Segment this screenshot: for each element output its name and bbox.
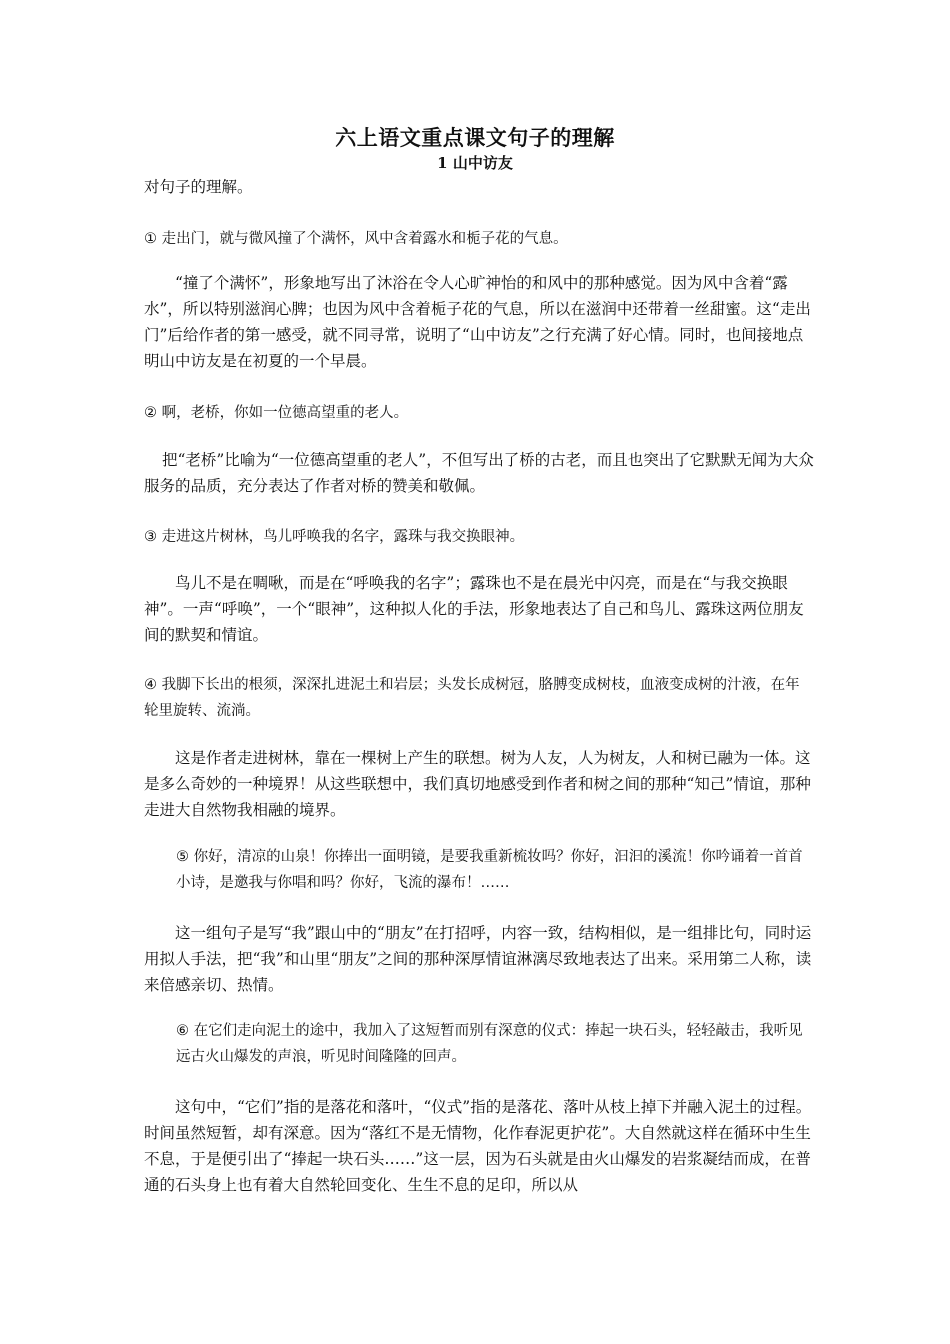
explanation-6: 这句中，“它们”指的是落花和落叶，“仪式”指的是落花、落叶从枝上掉下并融入泥土的过程。时间虽然短暂，却有深意。因为“落红不是无情物，化作春泥更护花”。大自然就这样在循环中生生不息，于是便引出了“捧起一块石头……”这一层，因为石头就是由火山爆发的岩浆凝结而成，在普通的石头身上也有着大自然轮回变化、生生不息的足印，所以从 <box>144 1098 812 1194</box>
quote-2: ② 啊，老桥，你如一位德高望重的老人。 <box>144 405 409 421</box>
explanation-2: 把“老桥”比喻为“一位德高望重的老人”，不但写出了桥的古老，而且也突出了它默默无闻为大众服务的品质，充分表达了作者对桥的赞美和敬佩。 <box>144 451 814 495</box>
explanation-4: 这是作者走进树林，靠在一棵树上产生的联想。树为人友，人为树友，人和树已融为一体。这是多么奇妙的一种境界！从这些联想中，我们真切地感受到作者和树之间的那种“知己”情谊，那种走进大自然物我相融的境界。 <box>144 749 811 819</box>
quote-4: ④ 我脚下长出的根须，深深扎进泥土和岩层；头发长成树冠，胳膊变成树枝，血液变成树的汁液，在年轮里旋转、流淌。 <box>144 677 800 719</box>
explanation-3: 鸟儿不是在啁啾，而是在“呼唤我的名字”；露珠也不是在晨光中闪亮，而是在“与我交换眼神”。一声“呼唤”，一个“眼神”，这种拟人化的手法，形象地表达了自己和鸟儿、露珠这两位朋友间的默契和情谊。 <box>144 574 804 644</box>
document-title: 六上语文重点课文句子的理解 <box>335 125 615 150</box>
quote-1: ① 走出门，就与微风撞了个满怀，风中含着露水和栀子花的气息。 <box>144 231 568 247</box>
quote-3: ③ 走进这片树林，鸟儿呼唤我的名字，露珠与我交换眼神。 <box>144 529 525 545</box>
lesson-subtitle: 1 山中访友 <box>437 154 513 172</box>
explanation-5: 这一组句子是写“我”跟山中的“朋友”在打招呼，内容一致，结构相似，是一组排比句，同时运用拟人手法，把“我”和山里“朋友”之间的那种深厚情谊淋漓尽致地表达了出来。采用第二人称，读来倍感亲切、热情。 <box>144 924 812 994</box>
explanation-1: “撞了个满怀”，形象地写出了沐浴在令人心旷神怡的和风中的那种感觉。因为风中含着“露水”，所以特别滋润心脾；也因为风中含着栀子花的气息，所以在滋润中还带着一丝甜蜜。这“走出门”后给作者的第一感受，就不同寻常，说明了“山中访友”之行充满了好心情。同时，也间接地点明山中访友是在初夏的一个早晨。 <box>144 274 811 370</box>
intro-text: 对句子的理解。 <box>144 178 253 196</box>
quote-6: ⑥ 在它们走向泥土的途中，我加入了这短暂而别有深意的仪式：捧起一块石头，轻轻敲击，我听见远古火山爆发的声浪，听见时间隆隆的回声。 <box>176 1023 803 1065</box>
quote-5: ⑤ 你好，清凉的山泉！你捧出一面明镜，是要我重新梳妆吗？你好，汩汩的溪流！你吟诵着一首首小诗，是邀我与你唱和吗？你好，飞流的瀑布！…… <box>176 849 803 891</box>
